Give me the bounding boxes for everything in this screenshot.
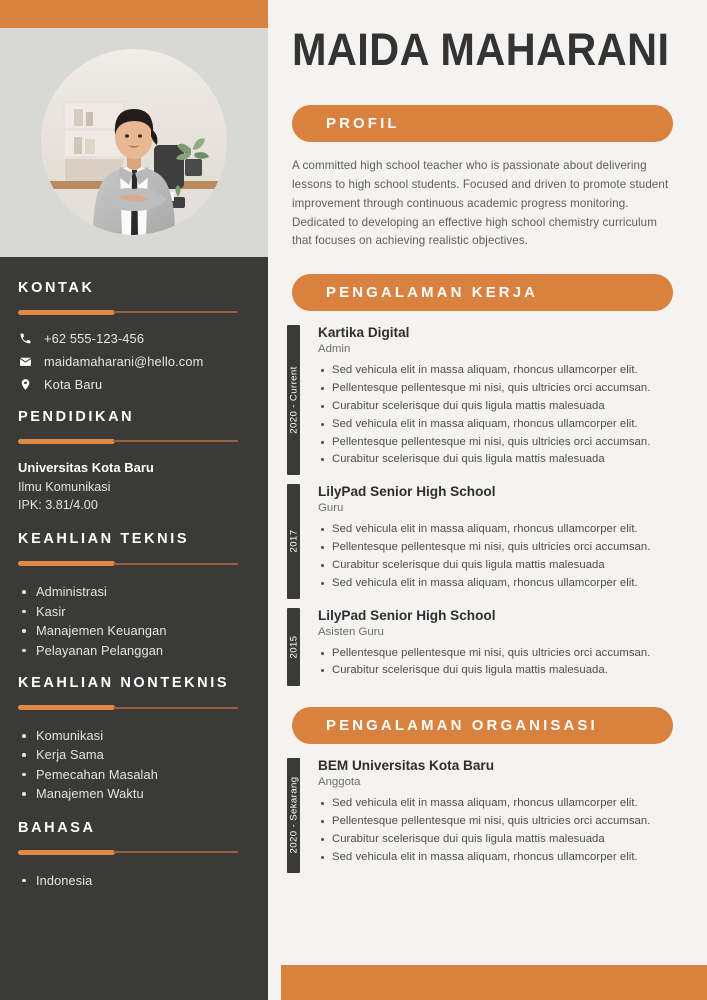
page-title: MAIDA MAHARANI (292, 24, 670, 75)
contact-email-value: maidamaharani@hello.com (44, 353, 204, 369)
education-major: Ilmu Komunikasi (18, 479, 111, 494)
section-header-pengalaman-kerja (292, 274, 673, 311)
list-item: Komunikasi (18, 726, 250, 745)
experience-body (300, 758, 685, 872)
section-kontak (18, 281, 250, 392)
contact-item-location[interactable] (18, 377, 250, 392)
education-gpa: IPK: 3.81/4.00 (18, 498, 98, 513)
section-title-pendidikan: PENDIDIKAN (18, 408, 135, 425)
experience-date-bar (287, 325, 300, 475)
experience-entry (280, 758, 685, 872)
experience-entry (280, 608, 685, 687)
experience-bullets (318, 362, 685, 469)
list-item: Pellentesque pellentesque mi nisi, quis ultricies orci accumsan. (318, 645, 685, 663)
contact-item-email[interactable] (18, 354, 250, 369)
list-item: Manajemen Keuangan (18, 621, 250, 640)
experience-date: 2020 - Sekarang (288, 777, 299, 854)
list-item: Sed vehicula elit in massa aliquam, rhoncus ullamcorper elit. (318, 416, 685, 434)
section-header-label: PENGALAMAN KERJA (326, 284, 539, 302)
experience-role: Guru (318, 502, 344, 515)
experience-role: Anggota (318, 776, 361, 789)
section-header-pengalaman-organisasi (292, 707, 673, 744)
contact-location-value: Kota Baru (44, 376, 103, 392)
list-item: Sed vehicula elit in massa aliquam, rhoncus ullamcorper elit. (318, 849, 685, 867)
list-item: Manajemen Waktu (18, 784, 250, 803)
top-accent-bar (0, 0, 268, 28)
section-divider (18, 559, 250, 569)
section-title-keahlian-teknis: KEAHLIAN TEKNIS (18, 531, 190, 548)
section-header-label: PROFIL (326, 115, 400, 133)
section-divider (18, 848, 250, 858)
skills-technical-list (18, 582, 250, 660)
section-title-bahasa: BAHASA (18, 819, 96, 836)
list-item: Kerja Sama (18, 745, 250, 764)
section-bahasa (18, 821, 250, 890)
list-item: Sed vehicula elit in massa aliquam, rhoncus ullamcorper elit. (318, 795, 685, 813)
organization-experience-list (280, 758, 685, 872)
list-item: Pelayanan Pelanggan (18, 641, 250, 660)
experience-entry (280, 484, 685, 598)
experience-organization: BEM Universitas Kota Baru (318, 758, 495, 774)
list-item: Kasir (18, 602, 250, 621)
experience-date-bar (287, 758, 300, 872)
list-item: Indonesia (18, 871, 250, 890)
section-keahlian-teknis (18, 532, 250, 660)
section-divider (18, 703, 250, 713)
phone-icon (18, 331, 33, 346)
experience-body (300, 484, 685, 598)
experience-role: Asisten Guru (318, 625, 384, 638)
list-item: Curabitur scelerisque dui quis ligula mattis malesuada (318, 557, 685, 575)
section-title-keahlian-nonteknis: KEAHLIAN NONTEKNIS (18, 675, 230, 692)
list-item: Pellentesque pellentesque mi nisi, quis ultricies orci accumsan. (318, 813, 685, 831)
experience-organization: LilyPad Senior High School (318, 484, 496, 500)
education-school: Universitas Kota Baru (18, 459, 154, 475)
experience-bullets (318, 645, 685, 681)
skills-nontechnical-list (18, 726, 250, 804)
photo-panel (0, 28, 268, 257)
list-item: Sed vehicula elit in massa aliquam, rhoncus ullamcorper elit. (318, 575, 685, 593)
experience-date: 2015 (288, 635, 299, 659)
experience-organization: LilyPad Senior High School (318, 607, 496, 623)
list-item: Sed vehicula elit in massa aliquam, rhoncus ullamcorper elit. (318, 362, 685, 380)
contact-item-phone[interactable] (18, 331, 250, 346)
section-keahlian-nonteknis (18, 676, 250, 804)
section-header-label: PENGALAMAN ORGANISASI (326, 717, 598, 735)
sidebar-dark-panel (0, 257, 268, 1000)
list-item: Curabitur scelerisque dui quis ligula mattis malesuada (318, 451, 685, 469)
list-item: Pellentesque pellentesque mi nisi, quis ultricies orci accumsan. (318, 380, 685, 398)
experience-bullets (318, 521, 685, 592)
email-icon (18, 354, 33, 369)
experience-date: 2017 (288, 529, 299, 553)
experience-date-bar (287, 484, 300, 598)
list-item: Curabitur scelerisque dui quis ligula mattis malesuada (318, 398, 685, 416)
experience-date-bar (287, 608, 300, 687)
section-divider (18, 308, 250, 318)
list-item: Curabitur scelerisque dui quis ligula mattis malesuada (318, 831, 685, 849)
profile-summary-text: A committed high school teacher who is passionate about delivering lessons to high school students. Focused and driven to promote student improvement through continuous academic progress monitoring. Dedicated to developing an effective high school chemistry curriculum that focuses on achieving realistic objectives. (292, 159, 669, 248)
section-title-kontak: KONTAK (18, 280, 95, 296)
list-item: Sed vehicula elit in massa aliquam, rhoncus ullamcorper elit. (318, 521, 685, 539)
section-header-profil (292, 105, 673, 142)
experience-body (300, 325, 685, 475)
experience-body (300, 608, 685, 687)
work-experience-list (280, 325, 685, 686)
language-list (18, 871, 250, 890)
list-item: Pellentesque pellentesque mi nisi, quis ultricies orci accumsan. (318, 539, 685, 557)
experience-organization: Kartika Digital (318, 325, 410, 341)
left-sidebar (0, 28, 268, 1000)
experience-date: 2020 - Current (288, 366, 299, 434)
list-item: Administrasi (18, 582, 250, 601)
contact-list (18, 331, 250, 392)
list-item: Curabitur scelerisque dui quis ligula mattis malesuada. (318, 662, 685, 680)
contact-phone-value: +62 555-123-456 (44, 330, 145, 346)
list-item: Pemecahan Masalah (18, 765, 250, 784)
experience-bullets (318, 795, 685, 866)
section-divider (18, 437, 250, 447)
profile-photo (41, 49, 227, 235)
location-icon (18, 377, 33, 392)
section-pendidikan (18, 410, 250, 514)
experience-entry (280, 325, 685, 475)
experience-role: Admin (318, 343, 351, 356)
main-content (268, 0, 707, 1000)
list-item: Pellentesque pellentesque mi nisi, quis ultricies orci accumsan. (318, 434, 685, 452)
